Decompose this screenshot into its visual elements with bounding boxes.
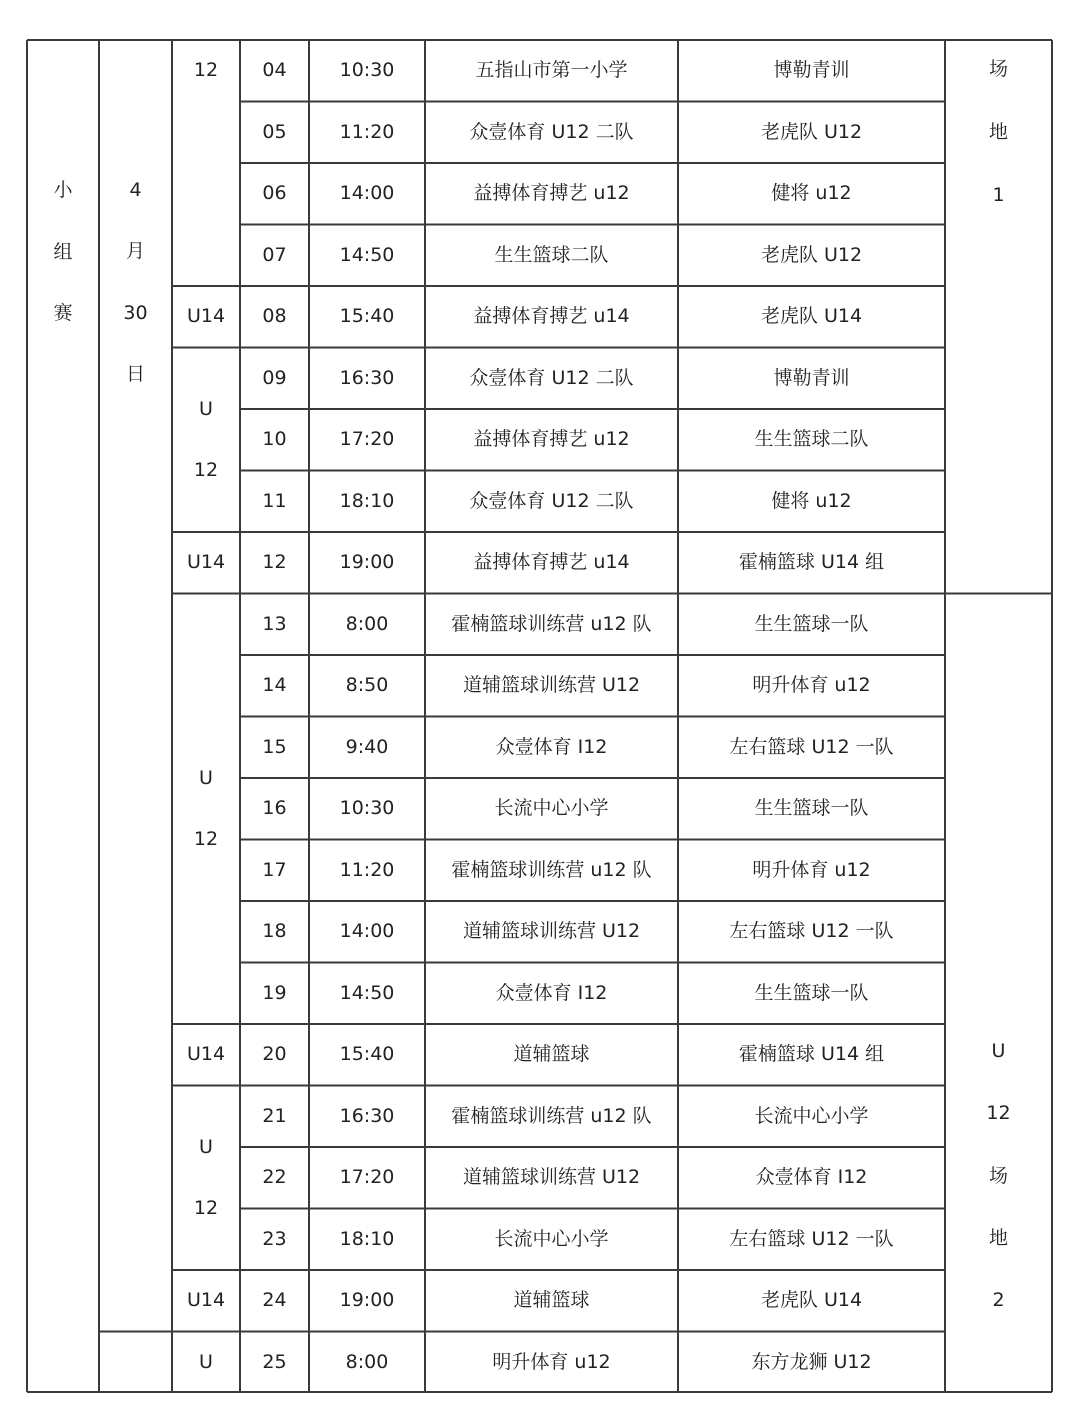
away-team: 众壹体育 I12 [755, 1166, 868, 1189]
home-team: 道辅篮球 [513, 1043, 590, 1066]
match-time: 10:30 [339, 797, 395, 820]
group-label-part: U [199, 766, 213, 789]
match-number: 14 [262, 674, 287, 697]
match-number: 21 [262, 1104, 287, 1127]
match-number: 23 [262, 1227, 287, 1250]
venue-label-char: 地 [988, 1226, 1008, 1249]
match-number: 05 [262, 120, 287, 143]
home-team: 众壹体育 U12 二队 [469, 366, 634, 389]
group-label: U14 [186, 551, 226, 574]
group-label: U14 [186, 305, 226, 328]
home-team: 道辅篮球 [513, 1289, 590, 1312]
date-label-char: 30 [123, 301, 148, 324]
match-number: 10 [262, 428, 287, 451]
away-team: 生生篮球一队 [754, 612, 869, 635]
match-time: 14:50 [339, 243, 395, 266]
match-number: 16 [262, 797, 287, 820]
home-team: 五指山市第一小学 [475, 59, 628, 82]
home-team: 益搏体育搏艺 u12 [473, 428, 630, 451]
match-time: 11:20 [339, 120, 395, 143]
match-time: 18:10 [339, 489, 395, 512]
match-number: 20 [262, 1043, 287, 1066]
venue-label [945, 60, 1052, 205]
away-team: 生生篮球一队 [754, 797, 869, 820]
home-team: 众壹体育 I12 [495, 735, 608, 758]
home-team: 长流中心小学 [494, 797, 609, 820]
home-team: 道辅篮球训练营 U12 [462, 1166, 641, 1189]
date-label-char: 4 [129, 179, 142, 201]
home-team: 霍楠篮球训练营 u12 队 [451, 1104, 652, 1127]
group-label-part: 12 [193, 827, 219, 850]
home-team: 益搏体育搏艺 u12 [473, 182, 630, 205]
date-label [99, 181, 172, 384]
away-team: 霍楠篮球 U14 组 [738, 551, 885, 574]
venue-label-char: 场 [988, 58, 1008, 80]
match-time: 16:30 [339, 366, 395, 389]
stage-label-char: 赛 [53, 302, 73, 324]
home-team: 道辅篮球训练营 U12 [462, 920, 641, 943]
match-time: 19:00 [339, 551, 395, 574]
group-label: U14 [186, 1043, 226, 1066]
group-label-part: U [199, 397, 213, 420]
match-number: 18 [262, 920, 287, 943]
venue-label-char: U [991, 1040, 1006, 1062]
away-team: 明升体育 u12 [752, 858, 871, 881]
away-team: 老虎队 U12 [760, 120, 863, 143]
group-label [172, 1135, 240, 1219]
match-number: 25 [262, 1350, 287, 1373]
venue-label-char: 2 [992, 1289, 1005, 1311]
group-label: 12 [193, 59, 219, 82]
away-team: 健将 u12 [771, 182, 852, 205]
home-team: 长流中心小学 [494, 1227, 609, 1250]
away-team: 左右篮球 U12 一队 [729, 1227, 894, 1250]
date-label-char: 日 [125, 362, 145, 385]
home-team: 众壹体育 I12 [495, 981, 608, 1004]
home-team: 霍楠篮球训练营 u12 队 [451, 858, 652, 881]
match-time: 17:20 [339, 428, 395, 451]
group-label-part: 12 [193, 458, 219, 481]
match-number: 17 [262, 858, 287, 881]
away-team: 老虎队 U12 [760, 243, 863, 266]
match-time: 10:30 [339, 59, 395, 82]
match-time: 15:40 [339, 305, 395, 328]
match-time: 14:50 [339, 981, 395, 1004]
match-time: 16:30 [339, 1104, 395, 1127]
away-team: 博勒青训 [773, 366, 850, 389]
away-team: 生生篮球一队 [754, 981, 869, 1004]
away-team: 生生篮球二队 [754, 428, 869, 451]
match-number: 06 [262, 182, 287, 205]
match-time: 15:40 [339, 1043, 395, 1066]
away-team: 左右篮球 U12 一队 [729, 920, 894, 943]
match-number: 08 [262, 305, 287, 328]
match-number: 09 [262, 366, 287, 389]
venue-label-char: 场 [988, 1164, 1008, 1187]
venue-label-char: 地 [988, 121, 1008, 143]
away-team: 明升体育 u12 [752, 674, 871, 697]
group-label: U14 [186, 1289, 226, 1312]
away-team: 博勒青训 [773, 59, 850, 82]
away-team: 老虎队 U14 [760, 305, 863, 328]
match-time: 14:00 [339, 920, 395, 943]
group-label-part: U [199, 1135, 213, 1158]
match-number: 22 [262, 1166, 287, 1189]
group-label: U [199, 1350, 213, 1373]
home-team: 益搏体育搏艺 u14 [473, 305, 630, 328]
home-team: 益搏体育搏艺 u14 [473, 551, 630, 574]
match-time: 19:00 [339, 1289, 395, 1312]
home-team: 众壹体育 U12 二队 [469, 120, 634, 143]
home-team: 众壹体育 U12 二队 [469, 489, 634, 512]
match-number: 19 [262, 981, 287, 1004]
match-number: 07 [262, 243, 287, 266]
match-time: 14:00 [339, 182, 395, 205]
group-label-part: 12 [193, 1196, 219, 1219]
stage-label-char: 组 [53, 240, 73, 263]
home-team: 生生篮球二队 [494, 243, 609, 266]
stage-label [27, 181, 99, 323]
stage-label-char: 小 [53, 179, 73, 201]
home-team: 霍楠篮球训练营 u12 队 [451, 612, 652, 635]
match-number: 12 [262, 551, 287, 574]
match-time: 9:40 [345, 735, 389, 758]
match-number: 24 [262, 1289, 287, 1312]
match-number: 13 [262, 612, 287, 635]
date-label-char: 月 [125, 240, 145, 263]
match-time: 8:00 [345, 1350, 389, 1373]
match-time: 8:00 [345, 612, 389, 635]
venue-label-char: 1 [992, 184, 1005, 206]
away-team: 左右篮球 U12 一队 [729, 735, 894, 758]
venue-label-char: 12 [986, 1102, 1011, 1125]
away-team: 东方龙狮 U12 [751, 1350, 872, 1373]
match-time: 18:10 [339, 1227, 395, 1250]
match-time: 17:20 [339, 1166, 395, 1189]
match-time: 11:20 [339, 858, 395, 881]
match-time: 8:50 [345, 674, 389, 697]
away-team: 霍楠篮球 U14 组 [738, 1043, 885, 1066]
group-label [172, 397, 240, 481]
venue-label [945, 1042, 1052, 1310]
match-number: 11 [262, 489, 287, 512]
home-team: 明升体育 u12 [492, 1350, 611, 1373]
group-label [172, 766, 240, 850]
match-number: 04 [262, 59, 287, 82]
home-team: 道辅篮球训练营 U12 [462, 674, 641, 697]
away-team: 健将 u12 [771, 489, 852, 512]
away-team: 长流中心小学 [754, 1104, 869, 1127]
match-number: 15 [262, 735, 287, 758]
away-team: 老虎队 U14 [760, 1289, 863, 1312]
